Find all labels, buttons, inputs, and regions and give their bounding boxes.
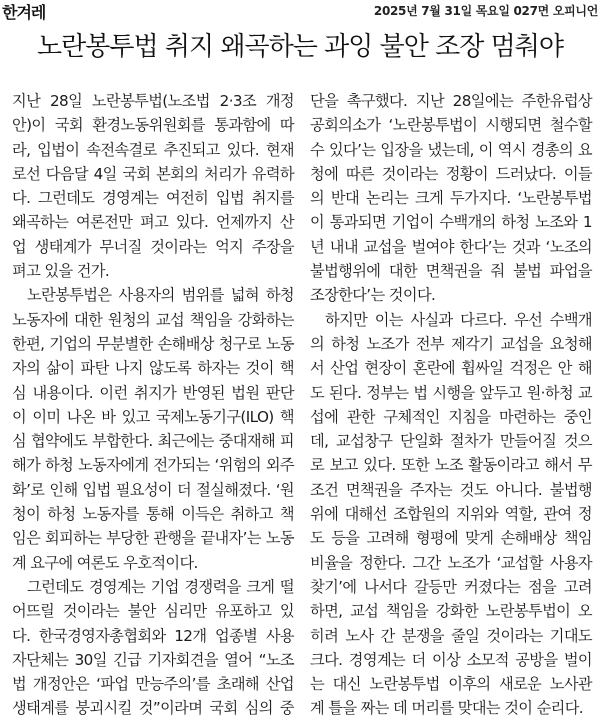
article-line: 계 요구에 여론도 우호적이다.: [12, 553, 198, 572]
newspaper-logo: 한겨레: [2, 3, 46, 22]
article-line: 서 산업 현장이 혼란에 휩싸일 걱정은 안 해: [310, 359, 592, 378]
article-line: 임은 회피하는 부당한 관행을 끝내자’는 노동: [12, 529, 294, 548]
article-line: 도 등을 고려해 형평에 맞게 손해배상 책임: [310, 529, 592, 548]
article-line: 조장한다’는 것이다.: [310, 286, 436, 305]
article-line: 위에 대해선 조합원의 지위와 역할, 관여 정: [310, 505, 592, 524]
article-line: 다. 그런데도 경영계는 여전히 입법 취지를: [12, 189, 294, 208]
article-body: [12, 89, 592, 721]
article-line: 안)이 국회 환경노동위원회를 통과함에 따: [12, 116, 294, 135]
article-line: 생태계를 붕괴시킬 것”이라며 국회 심의 중: [12, 699, 294, 718]
article-line: 노란봉투법은 사용자의 범위를 넓혀 하청: [27, 286, 294, 305]
article-line: 자단체는 30일 긴급 기자회견을 열어 “노조: [12, 650, 294, 669]
article-line: 섭에 관한 구체적인 지침을 마련하는 중인: [310, 407, 592, 426]
article-line: 청에 따른 것이라는 정황이 드러났다. 이들: [310, 164, 592, 183]
article-line: 이 이미 나온 바 있고 국제노동기구(ILO) 핵: [12, 407, 294, 426]
article-line: 의 하청 노조가 전부 제각기 교섭을 요청해: [310, 334, 592, 353]
article-line: 다. 한국경영자총협회와 12개 업종별 사용: [12, 626, 294, 645]
article-line: 공회의소가 ‘노란봉투법이 시행되면 철수할: [310, 116, 592, 135]
article-line: 도 된다. 정부는 법 시행을 앞두고 원·하청 교: [310, 383, 592, 402]
article-line: 라, 입법이 속전속결로 추진되고 있다. 현재: [12, 140, 294, 159]
article-headline: 노란봉투법 취지 왜곡하는 과잉 불안 조장 멈춰야: [37, 32, 563, 62]
dateline: 2025년 7월 31일 목요일 027면 오피니언: [373, 4, 598, 18]
article-line: 로선 다음달 4일 국회 본회의 처리가 유력하: [12, 164, 294, 183]
article-line: 심 협약에도 부합한다. 최근에는 중대재해 피: [12, 432, 294, 451]
article-line: 펴고 있을 건가.: [12, 262, 110, 281]
article-line: 는 대신 노란봉투법 이후의 새로운 노사관: [310, 675, 592, 694]
left-column: [12, 89, 294, 721]
article-line: 하지만 이는 사실과 다르다. 우선 수백개: [325, 310, 592, 329]
article-line: 심 내용이다. 이런 취지가 반영된 법원 판단: [12, 383, 294, 402]
article-line: 계 틀을 짜는 데 머리를 맞대는 것이 순리다.: [310, 699, 584, 718]
article-line: 크다. 경영계는 더 이상 소모적 공방을 벌이: [310, 650, 592, 669]
article-line: 지난 28일 노란봉투법(노조법 2·3조 개정: [12, 92, 294, 110]
article-line: 하면, 교섭 책임을 강화한 노란봉투법이 오: [310, 602, 592, 621]
article-line: 불법행위에 대한 면책권을 줘 불법 파업을: [310, 262, 592, 281]
right-column: [310, 89, 592, 721]
article-line: 조건 면책권을 주자는 것도 아니다. 불법행: [310, 480, 592, 499]
article-line: 년 내내 교섭을 벌여야 한다’는 것과 ‘노조의: [310, 237, 592, 256]
article-line: 자의 삶이 파탄 나지 않도록 하자는 것이 핵: [12, 359, 294, 378]
article-line: 데, 교섭창구 단일화 절차가 만들어질 것으: [310, 432, 592, 451]
masthead: [0, 0, 600, 22]
article-line: 수 있다’는 입장을 냈는데, 이 역시 경총의 요: [310, 140, 592, 159]
article-line: 단을 촉구했다. 지난 28일에는 주한유럽상: [310, 92, 592, 110]
article-line: 노동자에 대한 원청의 교섭 책임을 강화하는: [12, 310, 294, 329]
article-line: 업 생태계가 무너질 것이라는 억지 주장을: [12, 237, 294, 256]
article-line: 비율을 정한다. 그간 노조가 ‘교섭할 사용자: [310, 553, 592, 572]
article-line: 해가 하청 노동자에게 전가되는 ‘위험의 외주: [12, 456, 294, 475]
article-line: 히려 노사 간 분쟁을 줄일 것이라는 기대도: [310, 626, 592, 645]
article-line: 의 반대 논리는 크게 두가지다. ‘노란봉투법: [310, 189, 592, 208]
article-line: 로 보고 있다. 또한 노조 활동이라고 해서 무: [310, 456, 592, 475]
article-line: 청이 하청 노동자를 통해 이득은 취하고 책: [12, 505, 294, 524]
article-line: 화’로 인해 입법 필요성이 더 절실해졌다. ‘원: [12, 480, 294, 499]
article-line: 그런데도 경영계는 기업 경쟁력을 크게 떨: [27, 577, 294, 596]
article-line: 왜곡하는 여론전만 펴고 있다. 언제까지 산: [12, 213, 294, 232]
article-line: 한편, 기업의 무분별한 손해배상 청구로 노동: [12, 334, 294, 353]
article-line: 이 통과되면 기업이 수백개의 하청 노조와 1: [310, 213, 592, 232]
article-line: 법 개정안은 ‘파업 만능주의’를 초래해 산업: [12, 675, 294, 694]
article-line: 어뜨릴 것이라는 불안 심리만 유포하고 있: [12, 602, 294, 621]
article-line: 찾기’에 나서다 갈등만 커졌다는 점을 고려: [310, 577, 592, 596]
